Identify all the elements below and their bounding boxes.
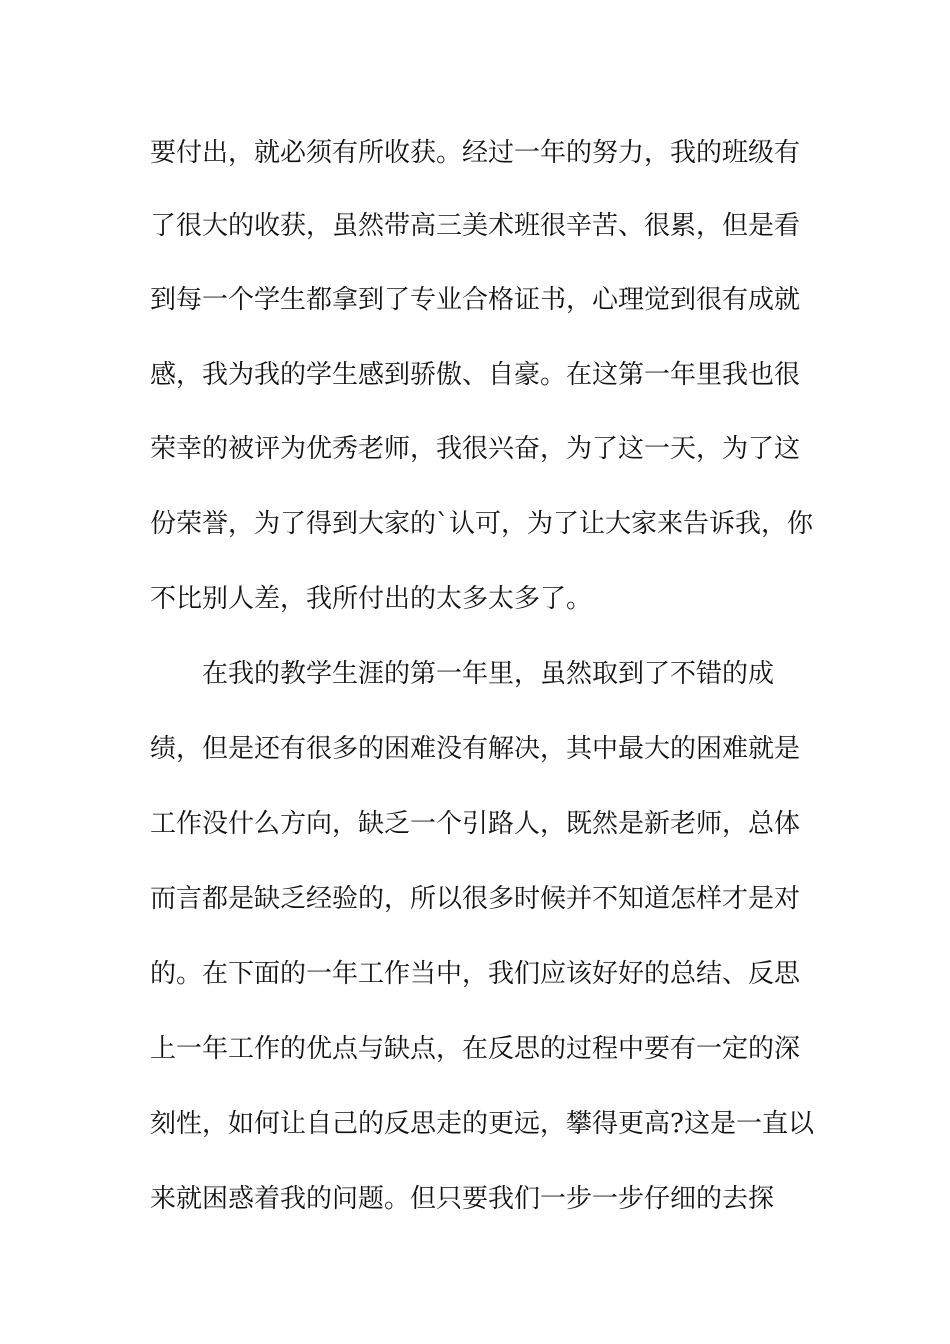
paragraph-line: 了很大的收获，虽然带高三美术班很辛苦、很累，但是看 [150,211,801,241]
paragraph-line: 感，我为我的学生感到骄傲、自豪。在这第一年里我也很 [150,360,801,390]
paragraph-line: 的。在下面的一年工作当中，我们应该好好的总结、反思 [150,959,801,989]
paragraph-line: 而言都是缺乏经验的，所以很多时候并不知道怎样才是对 [150,884,801,914]
paragraph-line: 绩，但是还有很多的困难没有解决，其中最大的困难就是 [150,734,801,764]
paragraph-line: 荣幸的被评为优秀老师，我很兴奋，为了这一天，为了这 [150,434,801,464]
paragraph-line: 要付出，就必须有所收获。经过一年的努力，我的班级有 [150,138,801,168]
paragraph-first-line: 在我的教学生涯的第一年里，虽然取到了不错的成 [202,659,775,689]
paragraph-line: 上一年工作的优点与缺点，在反思的过程中要有一定的深 [150,1034,801,1064]
paragraph-line: 来就困惑着我的问题。但只要我们一步一步仔细的去探 [150,1184,775,1214]
paragraph-line: 刻性，如何让自己的反思走的更远，攀得更高?这是一直以 [150,1109,814,1139]
paragraph-line: 到每一个学生都拿到了专业合格证书，心理觉到很有成就 [150,285,801,315]
paragraph-line: 份荣誉，为了得到大家的`认可，为了让大家来告诉我，你 [150,509,814,539]
paragraph-line: 不比别人差，我所付出的太多太多了。 [150,584,593,614]
paragraph-line: 工作没什么方向，缺乏一个引路人，既然是新老师，总体 [150,809,801,839]
